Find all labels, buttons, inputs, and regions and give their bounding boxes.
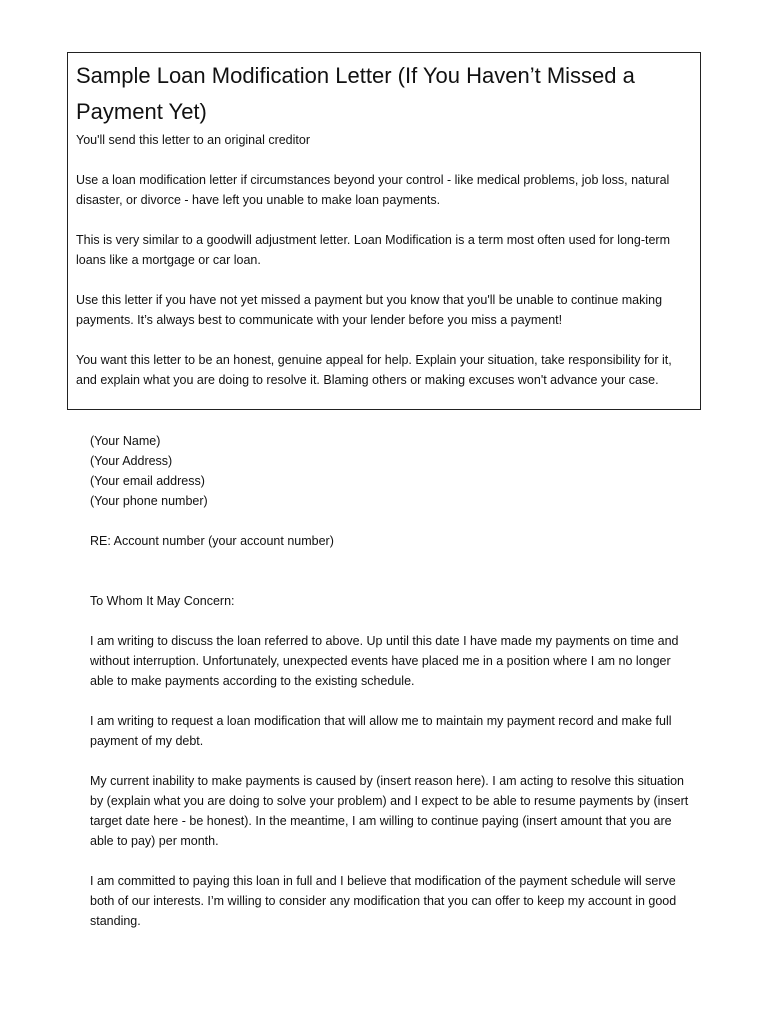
intro-subtitle: You'll send this letter to an original creditor bbox=[76, 133, 311, 147]
letter-paragraph: I am writing to discuss the loan referred to above. Up until this date I have made my payments on time and without interruption. Unfortunately, unexpected events have placed me in a position where I am no longer able to make payments according to the existing schedule. bbox=[90, 634, 679, 688]
intro-paragraph: Use this letter if you have not yet missed a payment but you know that you'll be unable to continue making payments. It’s always best to communicate with your lender before you miss a payment! bbox=[76, 293, 663, 327]
letter-paragraph: I am committed to paying this loan in full and I believe that modification of the payment schedule will serve both of our interests. I’m willing to consider any modification that you can offer to keep my account in good standing. bbox=[90, 874, 677, 928]
re-line: RE: Account number (your account number) bbox=[90, 534, 334, 548]
letter-body bbox=[90, 431, 690, 931]
letter-paragraph: My current inability to make payments is caused by (insert reason here). I am acting to resolve this situation by (explain what you are doing to solve your problem) and I expect to be able to resume payments by (insert target date here - be honest). In the meantime, I am willing to continue paying (insert amount that you are able to pay) per month. bbox=[90, 774, 689, 848]
sender-block bbox=[90, 431, 690, 511]
sender-phone: (Your phone number) bbox=[90, 494, 208, 508]
intro-paragraph: Use a loan modification letter if circumstances beyond your control - like medical problems, job loss, natural disaster, or divorce - have left you unable to make loan payments. bbox=[76, 173, 670, 207]
letter-paragraph: I am writing to request a loan modification that will allow me to maintain my payment record and make full payment of my debt. bbox=[90, 714, 672, 748]
intro-title: Sample Loan Modification Letter (If You Haven’t Missed a Payment Yet) bbox=[76, 63, 635, 124]
intro-paragraph: This is very similar to a goodwill adjustment letter. Loan Modification is a term most often used for long-term loans like a mortgage or car loan. bbox=[76, 233, 671, 267]
sender-email: (Your email address) bbox=[90, 474, 205, 488]
intro-box bbox=[67, 52, 701, 410]
sender-name: (Your Name) bbox=[90, 434, 161, 448]
salutation: To Whom It May Concern: bbox=[90, 594, 235, 608]
intro-paragraph: You want this letter to be an honest, genuine appeal for help. Explain your situation, take responsibility for it, and explain what you are doing to resolve it. Blaming others or making excuses won't advance your case. bbox=[76, 353, 672, 387]
sender-address: (Your Address) bbox=[90, 454, 173, 468]
